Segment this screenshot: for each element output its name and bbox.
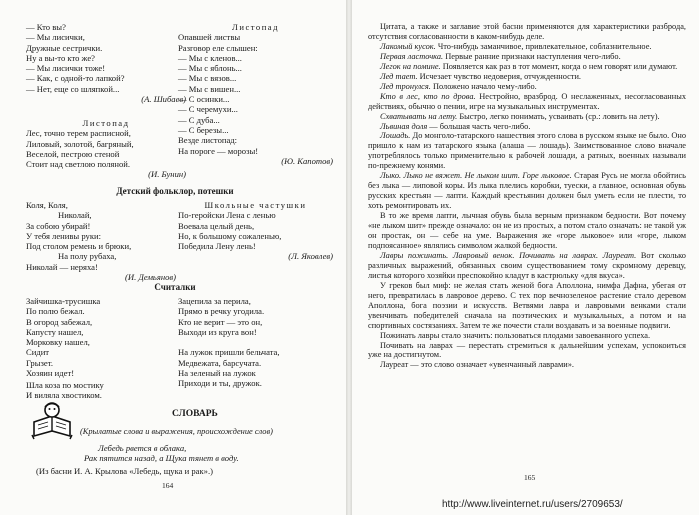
dictionary-definition: Почивать на лаврах — перестать стремиться к дальнейшим успехам, успокоиться уже на достигнутом. — [368, 340, 686, 360]
poem-line: Морковку нашел, — [26, 337, 90, 348]
poem-line: Стоит над светлою поляной. — [26, 159, 130, 170]
poem-zaichishka — [26, 296, 176, 378]
poem-line: Капусту нашел, — [26, 326, 84, 337]
poem-line: Лес, точно терем расписной, — [26, 128, 131, 139]
poem-author: (А. Шибаев) — [141, 94, 186, 105]
poem-line: У тебя ленивы руки: — [26, 230, 101, 241]
poem-line: Хозяин идет! — [26, 368, 75, 379]
dictionary-definition: Вот сколько различных выражений, обязанных своим существованием тому скромному деревцу, листья которого хозяйки преспокойно кладут в кастрюльку «для вкуса». — [368, 250, 686, 280]
dictionary-definition: Старая Русь не могла обойтись без лыка — липовой коры. Из лыка плелись коробки, туески, а главное, основная обувь русских крестьян — лапти. Каждый крестьянин должен был уметь если не плести, то хоть ремонтировать их. — [368, 171, 686, 211]
poem-line: Веселой, пестрою стеной — [26, 148, 120, 159]
dictionary-paragraph — [368, 72, 686, 82]
poem-line: — Мы с кленов... — [178, 52, 242, 63]
poem-listopad-kapotov — [178, 22, 333, 166]
dictionary-term: Лошадь. — [380, 131, 411, 141]
poem-title: Листопад — [232, 22, 279, 32]
dictionary-heading: СЛОВАРЬ — [172, 409, 218, 419]
dictionary-term: Лед тает. — [380, 71, 418, 81]
dictionary-definition: Что-нибудь заманчивое, привлекательное, соблазнительное. — [435, 41, 652, 51]
poem-schitalki — [178, 296, 333, 389]
book-reader-illustration — [30, 400, 74, 440]
dictionary-term: Львиная доля — [380, 121, 428, 131]
poem-line: — Мы с яблонь... — [178, 63, 242, 74]
dictionary-paragraph — [368, 42, 686, 52]
dictionary-definition: Первые ранние признаки наступления чего-либо. — [443, 51, 621, 61]
dictionary-term: Лыко. Лыко не вяжет. Не лыком шит. Горе лыковое. — [380, 171, 572, 181]
poem-line: Кто не верит — это он, — [178, 316, 263, 327]
dictionary-definition: У греков был миф: не желая стать женой бога Аполлона, нимфа Дафна, убегая от него, превратилась в лавровое дерево. С тех пор вечнозеленое растение стало деревом Аполлона, бога поэзии и искусств. Ветвями лавра и лавровыми венками стали увенчивать победителей сначала на поэтических и музыкальных, а потом и на спортивных состязаниях. Затем те же почести стали воздавать и за военные подвиги. — [368, 280, 686, 330]
poem-line: — Кто вы? — [26, 22, 66, 32]
page-number-right: 165 — [524, 473, 536, 482]
poem-line: Разговор еле слышен: — [178, 42, 258, 53]
dictionary-paragraph — [368, 211, 686, 251]
dictionary-term: Лед тронулся. — [380, 81, 431, 91]
dictionary-paragraph — [368, 92, 686, 112]
dictionary-definition: Лауреат — это слово означает «увенчанный лаврами». — [380, 360, 575, 370]
dictionary-term: Легок на помине. — [380, 61, 441, 71]
poem-line: На пороге — морозы! — [178, 145, 259, 156]
poem-line: На зеленый на лужок — [178, 368, 256, 379]
poem-line: Выходи из круга вон! — [178, 326, 257, 337]
poem-line: Воевала целый день, — [178, 220, 255, 231]
poem-line: За собою убирай! — [26, 220, 91, 231]
dictionary-term: Кто в лес, кто по дрова. — [380, 91, 476, 101]
left-page — [0, 0, 349, 515]
poem-line: — С березы... — [178, 124, 229, 135]
poem-line: Прямо в речку угодила. — [178, 306, 265, 317]
dictionary-definition: Пожинать лавры стало значить: пользоваться плодами завоеванного успеха. — [380, 330, 651, 340]
poem-author: (И. Демьянов) — [125, 272, 176, 283]
poem-line: — Мы лисички тоже! — [26, 63, 106, 74]
dictionary-paragraph — [368, 131, 686, 171]
krylov-quote — [84, 443, 344, 464]
dictionary-definition: Нестройно, вразброд. О неслаженных, несогласованных действиях, обычно о пении, игре на музыкальных инструментах. — [368, 91, 686, 111]
poem-line: — Мы лисички, — [26, 32, 85, 43]
poem-line: В огород забежал, — [26, 316, 93, 327]
poem-line: На лужок пришли бельчата, — [178, 347, 280, 358]
dictionary-paragraph — [368, 52, 686, 62]
poem-line: Коля, Коля, — [26, 200, 68, 210]
poem-author: (И. Бунин) — [148, 169, 186, 180]
watermark-url: http://www.liveinternet.ru/users/2709653/ — [442, 499, 623, 510]
dictionary-term: Лакомый кусок. — [380, 41, 436, 51]
poem-author: (Л. Яковлев) — [288, 251, 333, 262]
dictionary-definition: Цитата, а также и заглавие этой басни применяются для характеристики разброда, отсутствия согласованности в каком-нибудь деле. — [368, 22, 686, 41]
dictionary-term: Лавры пожинать. Лавровый венок. Почивать на лаврах. Лауреат. — [380, 250, 637, 260]
quote-line: Рак пятится назад, а Щука тянет в воду. — [84, 453, 239, 464]
dictionary-paragraph — [368, 341, 686, 361]
dictionary-term: Схватывать на лету. — [380, 111, 458, 121]
poem-line: Опавшей листвы — [178, 32, 241, 43]
dictionary-definition: Появляется как раз в тот момент, когда о нем говорят или думают. — [440, 61, 678, 71]
poem-line: Лиловый, золотой, багряный, — [26, 138, 134, 149]
right-page — [350, 0, 699, 515]
dictionary-paragraph — [368, 281, 686, 331]
dictionary-definition: Исчезает чувство недоверия, отчужденности. — [417, 71, 582, 81]
poem-title: Листопад — [82, 118, 130, 128]
poem-line: Везде листопад: — [178, 135, 238, 146]
poem-line: Зацепила за перила, — [178, 296, 251, 306]
poem-line: Но, к большому сожаленью, — [178, 230, 282, 241]
dictionary-text — [368, 22, 686, 370]
poem-lisichki — [26, 22, 186, 104]
dictionary-paragraph — [368, 62, 686, 72]
poem-line: Победила Лену лень! — [178, 241, 256, 252]
poem-line: Николай — неряха! — [26, 261, 98, 272]
poem-line: Сидит — [26, 347, 50, 358]
poem-line: Шла коза по мостику — [26, 380, 104, 390]
poem-line: — С осинки... — [178, 94, 230, 105]
page-number-left: 164 — [162, 481, 174, 490]
poem-line: — С дуба... — [178, 114, 220, 125]
dictionary-paragraph — [368, 251, 686, 281]
poem-kolya — [26, 200, 176, 282]
dictionary-paragraph — [368, 360, 686, 370]
dictionary-paragraph — [368, 171, 686, 211]
poem-line: По-геройски Лена с ленью — [178, 210, 276, 221]
poem-line: Приходи и ты, дружок. — [178, 378, 262, 389]
dictionary-paragraph — [368, 22, 686, 42]
poem-author: (Ю. Капотов) — [281, 155, 333, 166]
dictionary-paragraph — [368, 82, 686, 92]
poem-title: Школьные частушки — [204, 200, 307, 210]
poem-line: — Нет, еще со шляпкой... — [26, 83, 120, 94]
poem-line: По полю бежал. — [26, 306, 85, 317]
poem-line: Ну а вы-то кто же? — [26, 52, 95, 63]
poem-line: — Мы с вишен... — [178, 83, 241, 94]
poem-line: Дружные сестрички. — [26, 42, 103, 53]
poem-line: И виляла хвостиком. — [26, 390, 102, 401]
dictionary-paragraph — [368, 112, 686, 122]
poem-line: Зайчишка-трусишка — [26, 296, 101, 306]
poem-line: — С черемухи... — [178, 104, 238, 115]
poem-line: — Мы с вязов... — [178, 73, 237, 84]
dictionary-definition: До монголо-татарского нашествия этого слова в русском языке не было. Оно пришло к нам из татарского языка (алаша — лошадь). Заимствованное слово вначале употреблялось только применительно к рабочей лошади, а ратных, военных называли по-прежнему конями. — [368, 131, 686, 171]
poem-chastushki — [178, 200, 333, 262]
poem-line: Грызет. — [26, 357, 53, 368]
dictionary-term: Первая ласточка. — [380, 51, 444, 61]
dictionary-paragraph — [368, 331, 686, 341]
poem-listopad-bunin — [26, 118, 186, 180]
dictionary-subtitle: (Крылатые слова и выражения, происхождение слов) — [80, 427, 273, 436]
poem-koza — [26, 380, 176, 401]
poem-line: Под столом ремень и брюки, — [26, 241, 132, 252]
poem-line: Медвежата, барсучата. — [178, 357, 262, 368]
dictionary-definition: В то же время лапти, лычная обувь была верным признаком бедности. Вот почему «не лыком шит» прежде означало: он не из простых, а потом стало означать: не такой уж он простак, он — себе на уме. Выражения же «горе лыковое» или «горе, лыком подпоясанное» являлись символом жалкой бедности. — [368, 211, 686, 250]
poem-line: — Как, с одной-то лапкой? — [26, 73, 125, 84]
poem-line: На полу рубаха, — [58, 251, 117, 262]
dictionary-definition: — большая часть чего-либо. — [427, 121, 531, 131]
quote-source: (Из басни И. А. Крылова «Лебедь, щука и рак».) — [36, 466, 213, 476]
section-heading-counting: Считалки — [154, 282, 196, 292]
quote-line: Лебедь рвется в облака, — [98, 443, 187, 453]
dictionary-definition: Быстро, легко понимать, усваивать (ср.: ловить на лету). — [457, 111, 660, 121]
dictionary-definition: Положено начало чему-либо. — [430, 81, 537, 91]
dictionary-paragraph — [368, 122, 686, 132]
section-heading-folklore: Детский фольклор, потешки — [116, 186, 234, 196]
poem-line: Николай, — [58, 210, 92, 221]
poem-line — [178, 337, 333, 347]
